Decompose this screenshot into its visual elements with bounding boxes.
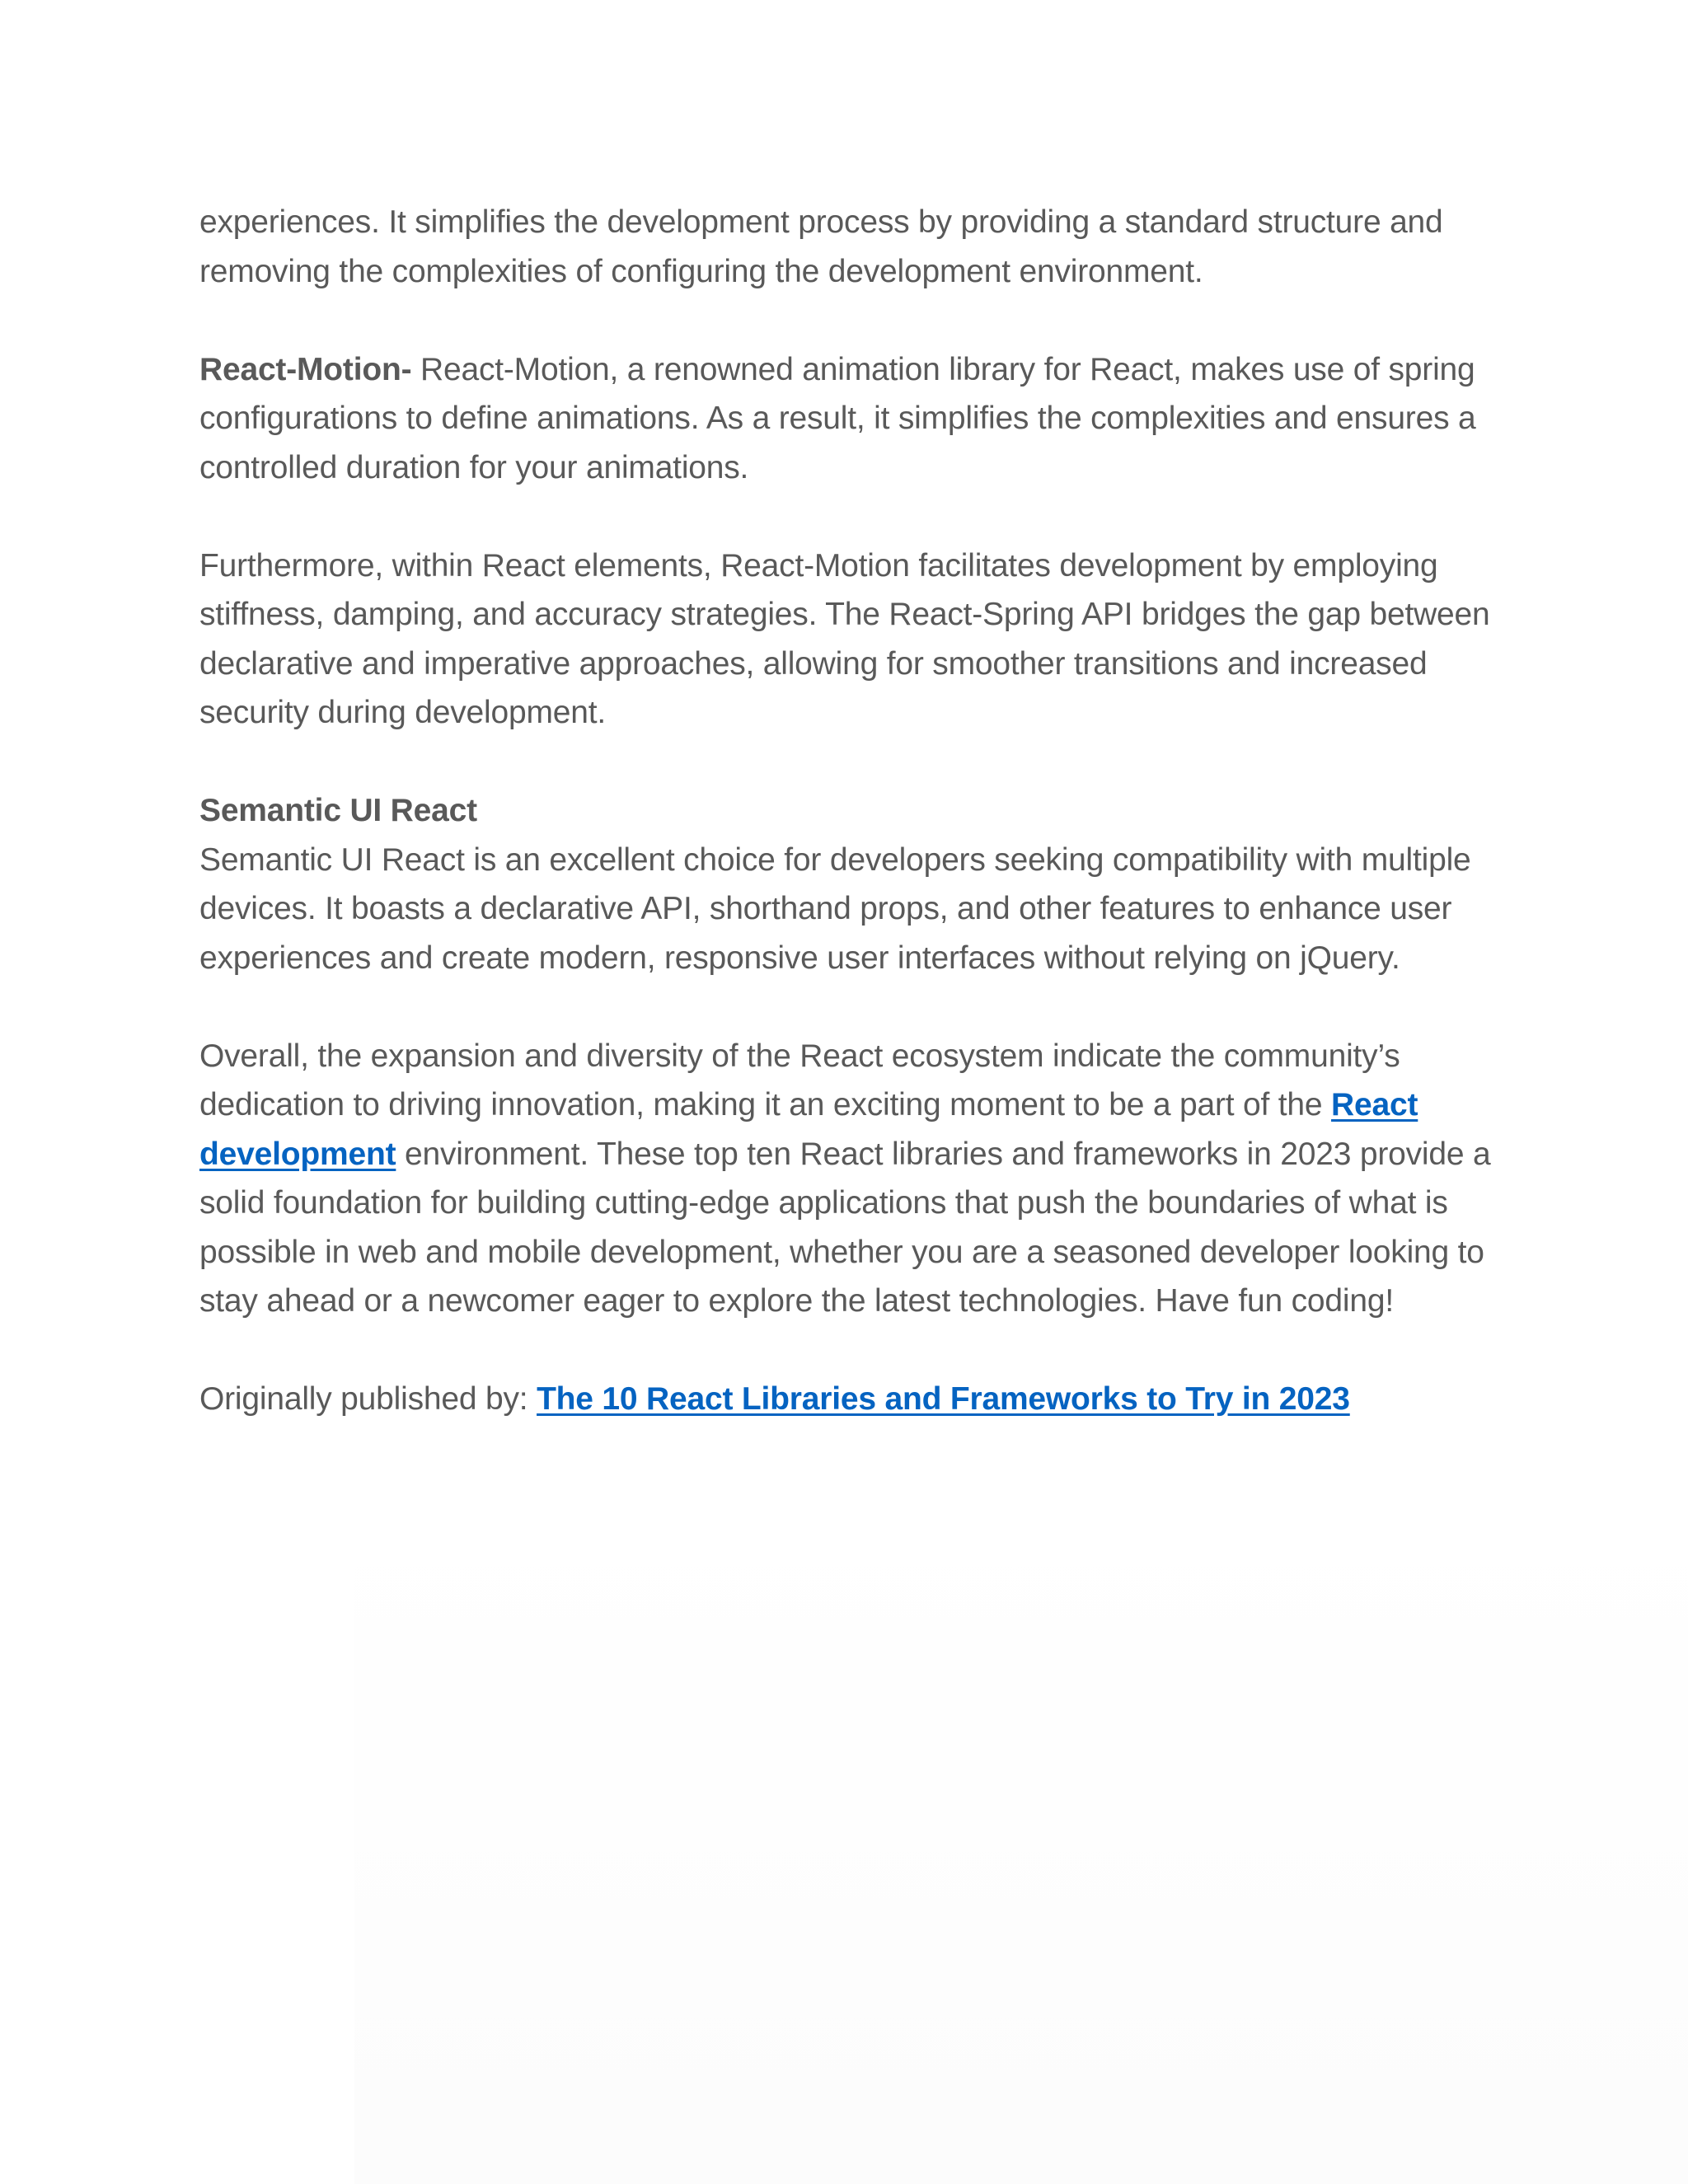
paragraph-text: environment. These top ten React libraries and frameworks in 2023 provide a solid foundation for building cutting-edge applications that push the boundaries of what is possible in web and mobile development, whether you are a seasoned developer looking to stay ahead or a newcomer eager to explore the latest technologies. Have fun coding!: [199, 1136, 1491, 1319]
paragraph-react-motion: [199, 345, 1493, 493]
react-development-link[interactable]: React development: [199, 1087, 1418, 1172]
published-by-label: Originally published by:: [199, 1381, 537, 1417]
paragraph-text: Semantic UI React is an excellent choice for developers seeking compatibility with multiple devices. It boasts a declarative API, shorthand props, and other features to enhance user experiences and create modern, responsive user interfaces without relying on jQuery.: [199, 841, 1471, 976]
semantic-ui-react-heading: Semantic UI React: [199, 793, 477, 828]
paragraph-text: React-Motion, a renowned animation library for React, makes use of spring configurations to define animations. As a result, it simplifies the complexities and ensures a controlled duration for your animations.: [199, 351, 1476, 485]
paragraph-intro-continuation: [199, 198, 1493, 296]
source-article-link[interactable]: The 10 React Libraries and Frameworks to Try in 2023: [537, 1381, 1350, 1417]
paragraph-react-motion-details: [199, 541, 1493, 738]
paragraph-semantic-ui-react: [199, 836, 1493, 983]
paragraph-overall: [199, 1032, 1493, 1326]
paragraph-text: experiences. It simplifies the development process by providing a standard structure and removing the complexities of configuring the development environment.: [199, 204, 1443, 289]
react-motion-label: React-Motion-: [199, 351, 412, 387]
paragraph-originally-published: [199, 1375, 1493, 1424]
paragraph-text: Overall, the expansion and diversity of the React ecosystem indicate the community’s dedication to driving innovation, making it an exciting moment to be a part of the: [199, 1038, 1400, 1122]
paragraph-text: Furthermore, within React elements, React-Motion facilitates development by employing stiffness, damping, and accuracy strategies. The React-Spring API bridges the gap between declarative and imperative approaches, allowing for smoother transitions and increased security during development.: [199, 547, 1490, 730]
document-body: [199, 198, 1493, 1424]
page-shade: [354, 1508, 1688, 2184]
